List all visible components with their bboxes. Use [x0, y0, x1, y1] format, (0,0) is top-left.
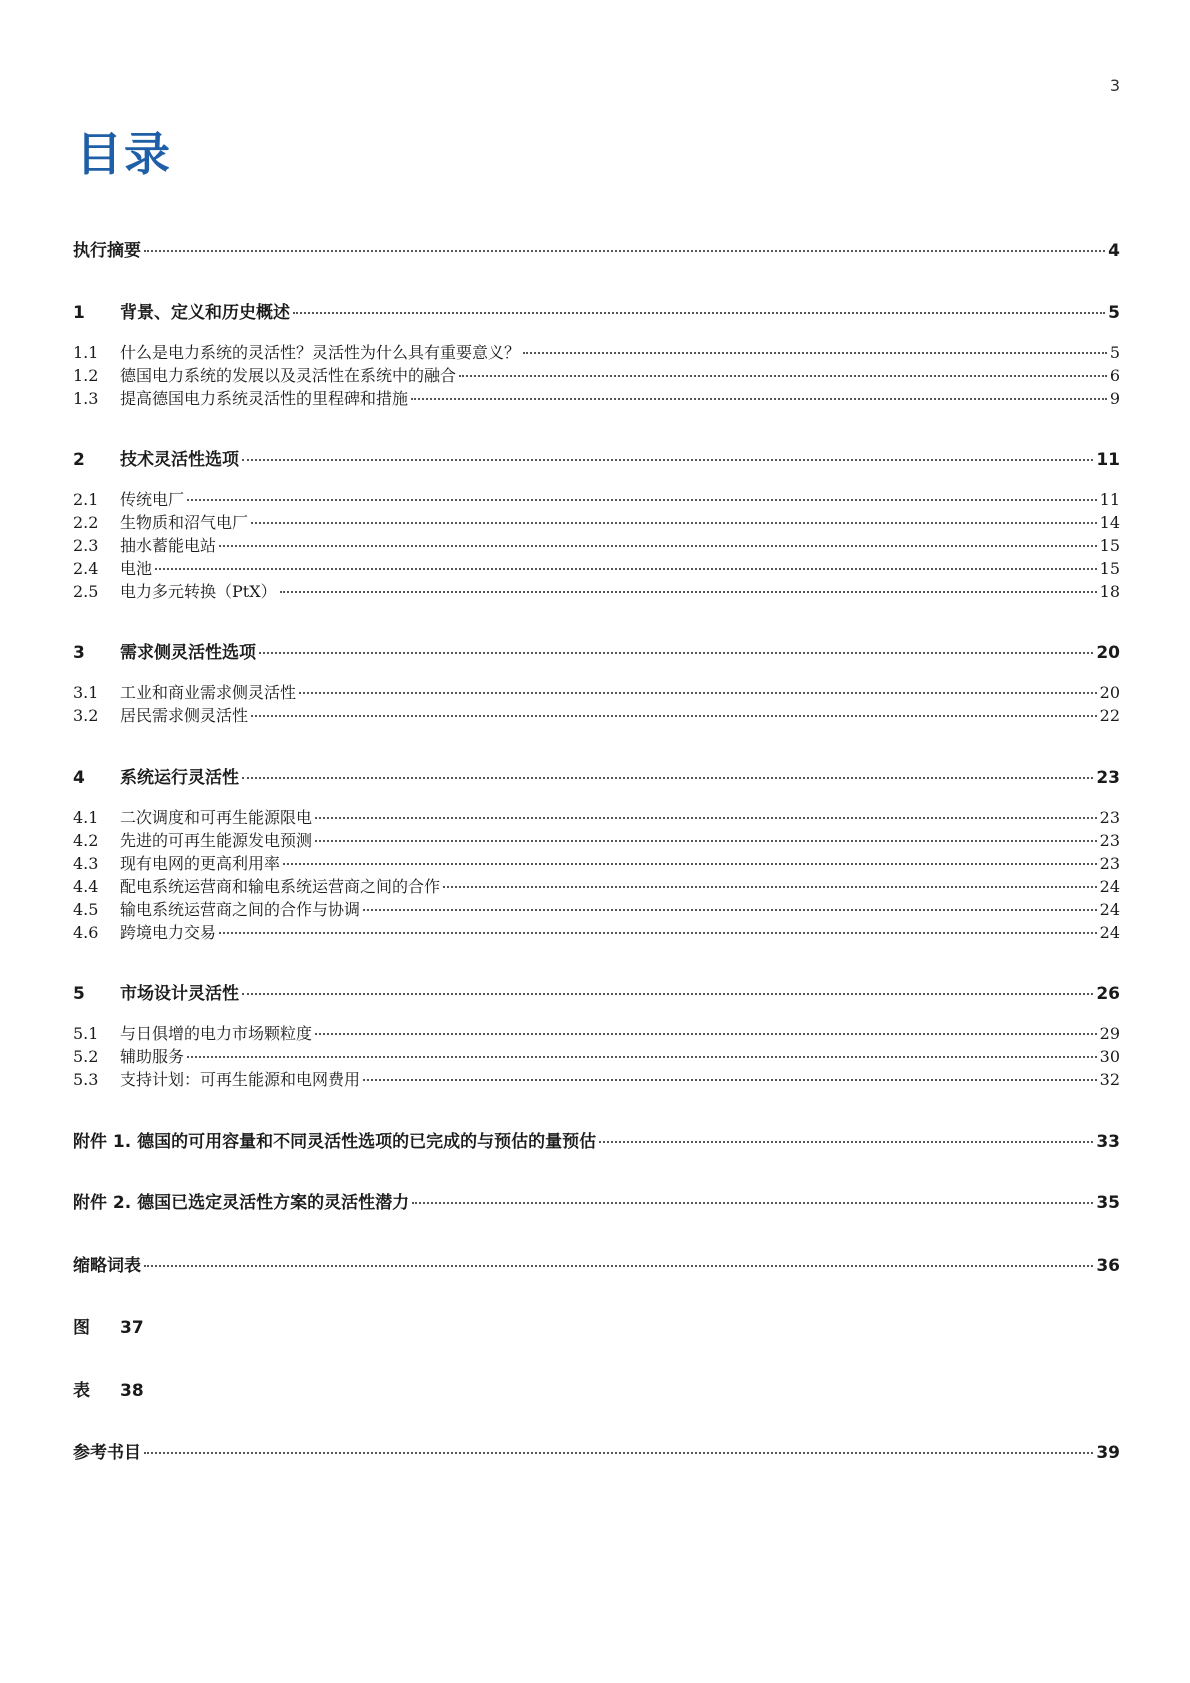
toc-subentry[interactable] — [73, 1044, 1120, 1068]
toc-entry-number: 3 — [73, 643, 85, 663]
toc-entry-number: 5.2 — [73, 1047, 99, 1066]
toc-entry-number: 3.1 — [73, 683, 99, 702]
toc-subentry[interactable] — [73, 487, 1120, 511]
toc-entry-number: 2.1 — [73, 490, 99, 509]
toc-subentry[interactable] — [73, 386, 1120, 410]
toc-subentry[interactable] — [73, 1067, 1120, 1091]
toc-subentry[interactable] — [73, 828, 1120, 852]
toc-dot-leader — [144, 1452, 1093, 1454]
toc-page-number: 5 — [1108, 303, 1120, 323]
toc-entry-title: 附件 2. 德国已选定灵活性方案的灵活性潜力 — [73, 1193, 410, 1213]
toc-entry-number: 1.3 — [73, 389, 99, 408]
toc-dot-leader — [259, 652, 1093, 654]
toc-entry-number: 4.6 — [73, 923, 99, 942]
toc-dot-leader — [280, 591, 1097, 593]
toc-entry[interactable] — [73, 638, 1120, 662]
toc-entry[interactable] — [73, 763, 1120, 787]
toc-entry-title: 电池 — [120, 559, 153, 578]
toc-dot-leader — [187, 499, 1097, 501]
toc-dot-leader — [363, 1079, 1097, 1081]
toc-entry-number: 5.1 — [73, 1024, 99, 1043]
toc-page-number: 24 — [1099, 877, 1120, 896]
toc-page-number: 26 — [1096, 984, 1120, 1004]
toc-dot-leader — [144, 1265, 1093, 1267]
toc-entry-title: 执行摘要 — [73, 241, 141, 261]
toc-entry-title: 现有电网的更高利用率 — [120, 854, 281, 873]
toc-dot-leader — [443, 886, 1097, 888]
toc-page-number: 11 — [1099, 490, 1120, 509]
toc-subentry[interactable] — [73, 897, 1120, 921]
toc-entry-number: 表 — [73, 1381, 90, 1401]
toc-entry-number: 5.3 — [73, 1070, 99, 1089]
toc-dot-leader — [219, 545, 1097, 547]
toc-dot-leader — [315, 1033, 1097, 1035]
toc-entry-title: 先进的可再生能源发电预测 — [120, 831, 313, 850]
toc-entry-title: 什么是电力系统的灵活性？灵活性为什么具有重要意义？ — [120, 343, 521, 362]
toc-entry-title: 工业和商业需求侧灵活性 — [120, 683, 297, 702]
toc-page-number: 37 — [120, 1318, 144, 1338]
toc-subentry[interactable] — [73, 703, 1120, 727]
toc-page-number: 38 — [120, 1381, 144, 1401]
toc-entry-number: 1.1 — [73, 343, 99, 362]
toc-dot-leader — [363, 909, 1097, 911]
toc-entry-number: 图 — [73, 1318, 90, 1338]
toc-entry[interactable] — [73, 445, 1120, 469]
toc-dot-leader — [155, 568, 1097, 570]
toc-entry-title: 居民需求侧灵活性 — [120, 706, 249, 725]
toc-entry-number: 2.3 — [73, 536, 99, 555]
toc-entry-number: 4 — [73, 768, 85, 788]
toc-page-number: 14 — [1099, 513, 1120, 532]
toc-page-number: 15 — [1099, 536, 1120, 555]
toc-dot-leader — [251, 715, 1097, 717]
toc-page-number: 11 — [1096, 450, 1120, 470]
toc-entry-title: 跨境电力交易 — [120, 923, 217, 942]
toc-entry-number: 4.3 — [73, 854, 99, 873]
toc-entry[interactable] — [73, 1376, 1120, 1400]
toc-entry-title: 二次调度和可再生能源限电 — [120, 808, 313, 827]
toc-subentry[interactable] — [73, 1021, 1120, 1045]
toc-subentry[interactable] — [73, 851, 1120, 875]
toc-page-number: 30 — [1099, 1047, 1120, 1066]
toc-page-number: 5 — [1109, 343, 1120, 362]
toc-entry-number: 4.4 — [73, 877, 99, 896]
toc-dot-leader — [187, 1056, 1097, 1058]
toc-entry-title: 配电系统运营商和输电系统运营商之间的合作 — [120, 877, 441, 896]
toc-dot-leader — [242, 459, 1093, 461]
toc-dot-leader — [459, 375, 1107, 377]
toc-entry-number: 1.2 — [73, 366, 99, 385]
toc-dot-leader — [315, 817, 1097, 819]
toc-entry-title: 生物质和沼气电厂 — [120, 513, 249, 532]
toc-page-number: 23 — [1099, 808, 1120, 827]
toc-entry[interactable] — [73, 1188, 1120, 1212]
toc-page-number: 23 — [1096, 768, 1120, 788]
toc-dot-leader — [412, 1202, 1093, 1204]
toc-subentry[interactable] — [73, 510, 1120, 534]
toc-entry-number: 2.5 — [73, 582, 99, 601]
toc-page-number: 35 — [1096, 1193, 1120, 1213]
toc-dot-leader — [599, 1141, 1093, 1143]
toc-dot-leader — [293, 312, 1105, 314]
toc-entry-title: 与日俱增的电力市场颗粒度 — [120, 1024, 313, 1043]
toc-page-number: 6 — [1109, 366, 1120, 385]
toc-subentry[interactable] — [73, 920, 1120, 944]
toc-entry-number: 2.4 — [73, 559, 99, 578]
toc-dot-leader — [299, 692, 1097, 694]
toc-dot-leader — [283, 863, 1097, 865]
toc-subentry[interactable] — [73, 874, 1120, 898]
toc-page-number: 23 — [1099, 831, 1120, 850]
toc-page-number: 20 — [1096, 643, 1120, 663]
toc-dot-leader — [144, 250, 1105, 252]
toc-entry-title: 辅助服务 — [120, 1047, 185, 1066]
page-number: 3 — [1109, 76, 1120, 95]
toc-entry-title: 参考书目 — [73, 1443, 141, 1463]
toc-entry-title: 德国电力系统的发展以及灵活性在系统中的融合 — [120, 366, 457, 385]
toc-subentry[interactable] — [73, 363, 1120, 387]
toc-entry-number: 2 — [73, 450, 85, 470]
toc-entry[interactable] — [73, 979, 1120, 1003]
toc-page-number: 32 — [1099, 1070, 1120, 1089]
toc-entry-number: 3.2 — [73, 706, 99, 725]
toc-entry[interactable] — [73, 1251, 1120, 1275]
toc-entry[interactable] — [73, 236, 1120, 260]
toc-dot-leader — [219, 932, 1097, 934]
toc-page-number: 33 — [1096, 1132, 1120, 1152]
toc-page-number: 24 — [1099, 923, 1120, 942]
toc-entry-title: 缩略词表 — [73, 1256, 141, 1276]
toc-entry-number: 4.5 — [73, 900, 99, 919]
toc-page-number: 9 — [1109, 389, 1120, 408]
toc-page-number: 18 — [1099, 582, 1120, 601]
toc-entry[interactable] — [73, 1127, 1120, 1151]
toc-dot-leader — [242, 993, 1093, 995]
toc-entry-title: 附件 1. 德国的可用容量和不同灵活性选项的已完成的与预估的量预估 — [73, 1132, 597, 1152]
toc-entry-number: 4.2 — [73, 831, 99, 850]
toc-entry-title: 背景、定义和历史概述 — [120, 303, 290, 323]
toc-subentry[interactable] — [73, 533, 1120, 557]
toc-page-number: 15 — [1099, 559, 1120, 578]
toc-entry-title: 抽水蓄能电站 — [120, 536, 217, 555]
toc-page-number: 39 — [1096, 1443, 1120, 1463]
toc-entry-title: 提高德国电力系统灵活性的里程碑和措施 — [120, 389, 409, 408]
toc-dot-leader — [411, 398, 1107, 400]
toc-entry[interactable] — [73, 298, 1120, 322]
toc-page-number: 24 — [1099, 900, 1120, 919]
toc-entry-number: 4.1 — [73, 808, 99, 827]
toc-page-number: 29 — [1099, 1024, 1120, 1043]
toc-dot-leader — [251, 522, 1097, 524]
toc-page-number: 4 — [1108, 241, 1120, 261]
toc-entry-title: 需求侧灵活性选项 — [120, 643, 256, 663]
toc-entry-number: 5 — [73, 984, 85, 1004]
toc-entry-title: 支持计划：可再生能源和电网费用 — [120, 1070, 361, 1089]
toc-subentry[interactable] — [73, 579, 1120, 603]
page-title: 目录 — [76, 127, 172, 181]
toc-entry[interactable] — [73, 1313, 1120, 1337]
toc-entry-title: 技术灵活性选项 — [120, 450, 239, 470]
toc-entry-number: 2.2 — [73, 513, 99, 532]
toc-entry-number: 1 — [73, 303, 85, 323]
toc-entry-title: 市场设计灵活性 — [120, 984, 239, 1004]
toc-entry-title: 传统电厂 — [120, 490, 185, 509]
toc-subentry[interactable] — [73, 340, 1120, 364]
toc-entry-title: 系统运行灵活性 — [120, 768, 239, 788]
toc-dot-leader — [242, 777, 1093, 779]
toc-subentry[interactable] — [73, 805, 1120, 829]
toc-entry-title: 电力多元转换（PtX） — [120, 582, 277, 601]
toc-subentry[interactable] — [73, 556, 1120, 580]
toc-dot-leader — [523, 352, 1107, 354]
toc-page-number: 20 — [1099, 683, 1120, 702]
toc-page-number: 23 — [1099, 854, 1120, 873]
toc-page-number: 22 — [1099, 706, 1120, 725]
toc-entry-title: 输电系统运营商之间的合作与协调 — [120, 900, 361, 919]
toc-page-number: 36 — [1096, 1256, 1120, 1276]
toc-subentry[interactable] — [73, 680, 1120, 704]
toc-entry[interactable] — [73, 1438, 1120, 1462]
toc-dot-leader — [315, 840, 1097, 842]
